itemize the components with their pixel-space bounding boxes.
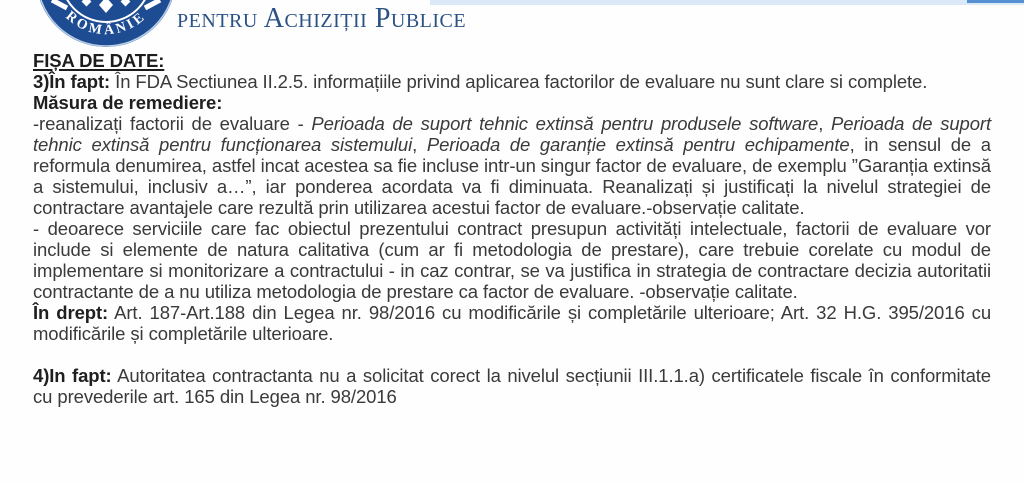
paragraph [33, 71, 991, 92]
romania-seal-logo [34, 0, 184, 52]
text-run: Perioada de suport tehnic extinsă pentru funcționarea sistemului [33, 113, 992, 155]
text-run: 3)În fapt: [33, 71, 111, 92]
text-run: În FDA Sectiunea II.2.5. informațiile privind aplicarea factorilor de evaluare nu sunt clare si complete. [110, 71, 928, 92]
document-title: FIȘA DE DATE: [33, 50, 165, 71]
top-band [430, 0, 1024, 5]
text-run: Art. 187-Art.188 din Legea nr. 98/2016 cu modificările și completările ulterioare; Art. 32 H.G. 395/2016 cu modificările și completările ulterioare. [33, 302, 992, 344]
paragraph [33, 92, 991, 113]
text-run: 4)In fapt: [33, 365, 112, 386]
paragraph [33, 302, 991, 344]
text-run: Autoritatea contractanta nu a solicitat corect la nivelul secțiunii III.1.1.a) certificatele fiscale în conformitate cu prevederile art. 165 din Legea nr. 98/2016 [33, 365, 991, 407]
paragraph [33, 218, 991, 302]
top-band-accent [967, 0, 1024, 3]
document-body [33, 50, 991, 407]
text-run: -reanalizați factorii de evaluare - [33, 113, 312, 134]
paragraph [33, 365, 991, 407]
text-run: , in sensul de a reformula denumirea, astfel incat acestea sa fie incluse intr-un singur factor de evaluare, de exemplu ”Garanția extinsă a sistemului, inclusiv a…”, iar ponderea acordata va fi diminuata. Reanalizați și justificați la nivelul strategiei de contractare avantajele care rezultă prin utilizarea acestui factor de evaluare.-observație calitate. [33, 134, 991, 218]
text-run: Perioada de suport tehnic extinsă pentru produsele software [311, 113, 819, 134]
text-run: În drept: [33, 302, 109, 323]
paragraph [33, 113, 991, 218]
text-run: Perioada de garanție extinsă pentru echipamente [426, 134, 850, 155]
document-paragraphs [33, 71, 991, 407]
romania-seal-icon [34, 0, 184, 52]
agency-name: pentru Achiziții Publice [177, 3, 467, 34]
text-run: , [412, 134, 427, 155]
document-title-line [33, 50, 991, 71]
text-run: Măsura de remediere: [33, 92, 223, 113]
text-run: - deoarece serviciile care fac obiectul prezentului contract presupun activități intelectuale, factorii de evaluare vor include si elemente de natura calitativa (cum ar fi metodologia de prestare), care trebuie corelate cu modul de implementare si monitorizare a contractului - in caz contrar, se va justifica in strategia de contractare decizia autoritatii contractante de a nu utiliza metodologia de prestare ca factor de evaluare. -observație calitate. [33, 218, 991, 302]
text-run: , [818, 113, 832, 134]
seal-text: ROMÂNIE [62, 8, 150, 39]
